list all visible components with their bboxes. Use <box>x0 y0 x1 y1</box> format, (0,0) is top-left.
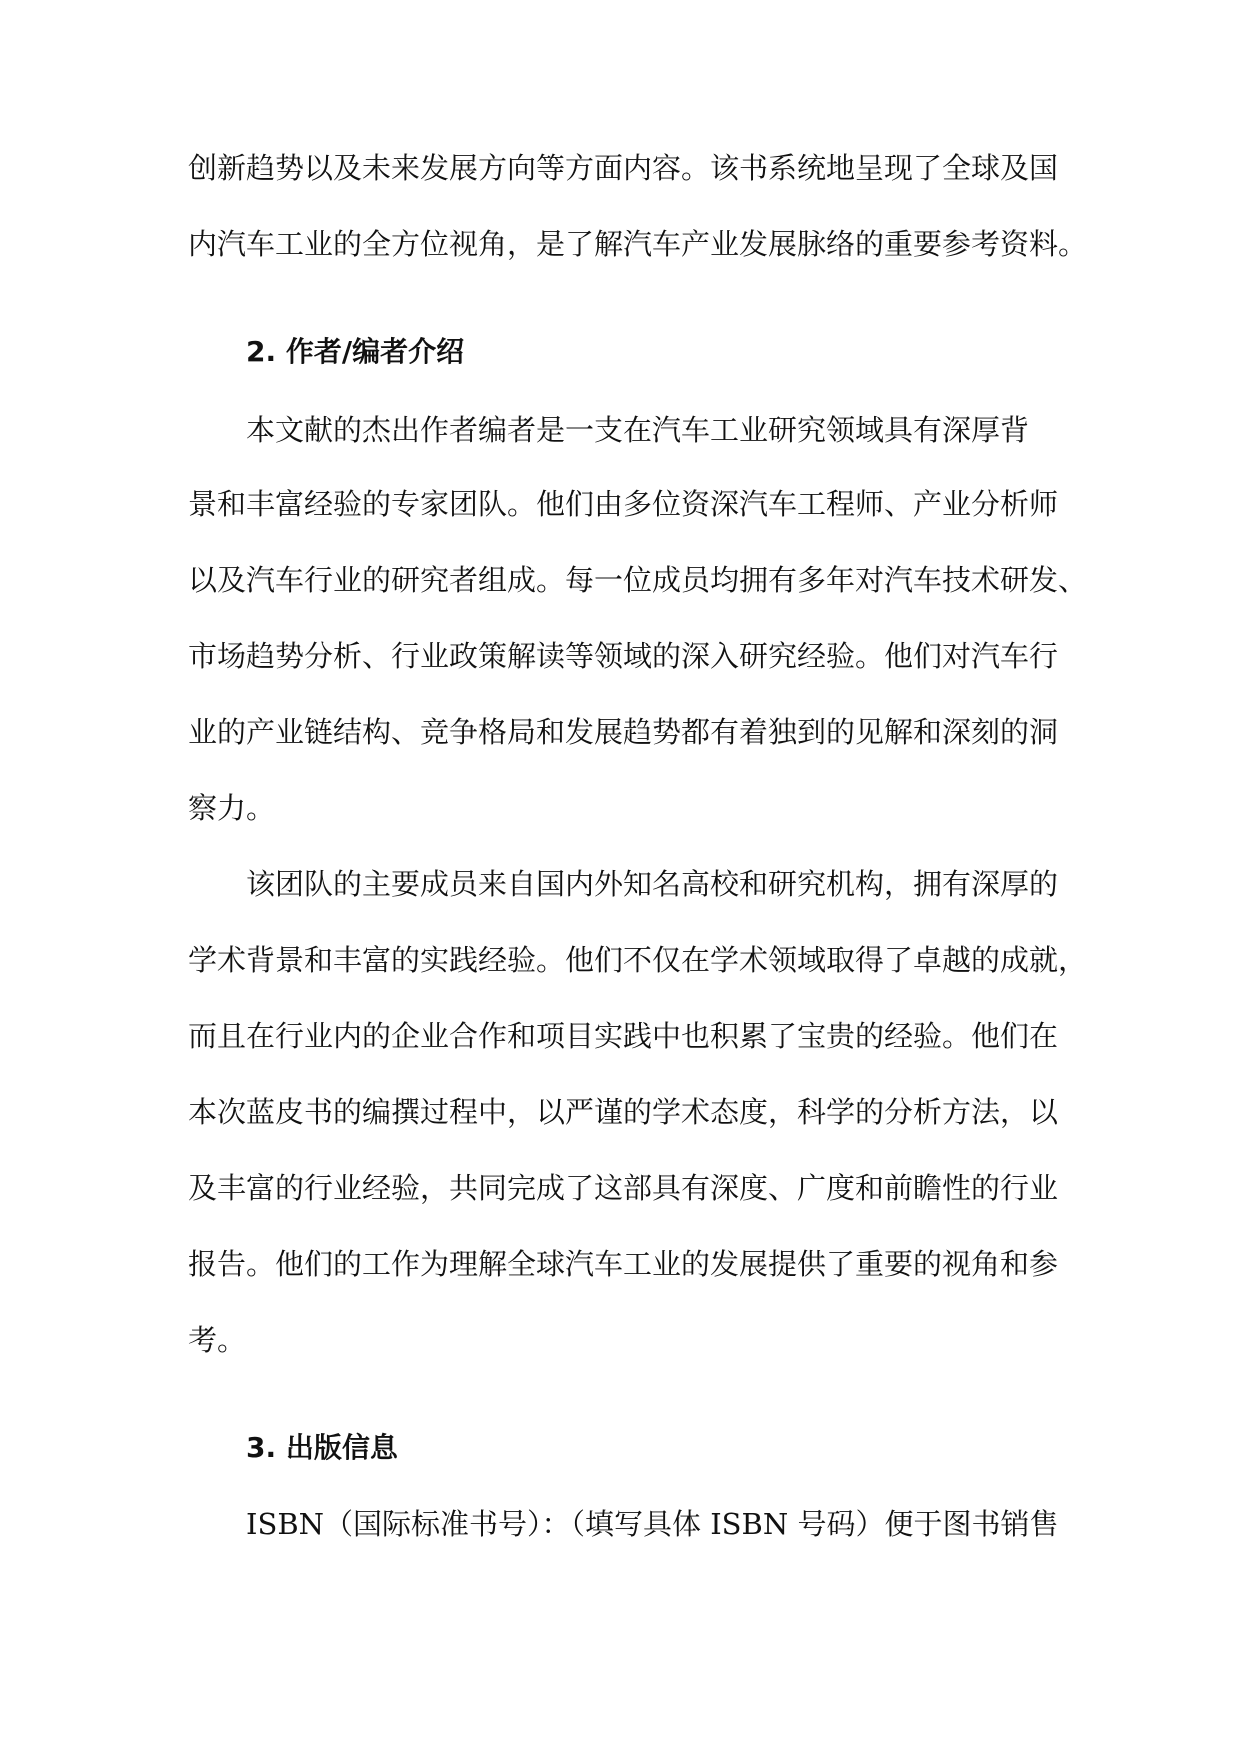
section2-p2-line-3: 而且在行业内的企业合作和项目实践中也积累了宝贵的经验。他们在 <box>188 1019 1059 1053</box>
section2-p2-line-5: 及丰富的行业经验，共同完成了这部具有深度、广度和前瞻性的行业 <box>188 1171 1059 1205</box>
section2-p1-line-5: 业的产业链结构、竞争格局和发展趋势都有着独到的见解和深刻的洞 <box>188 715 1059 749</box>
section2-p2-line-2: 学术背景和丰富的实践经验。他们不仅在学术领域取得了卓越的成就， <box>188 943 1088 977</box>
section2-p2-line-7: 考。 <box>188 1323 247 1357</box>
section2-heading: 2. 作者/编者介绍 <box>246 335 465 368</box>
section2-p2-line-6: 报告。他们的工作为理解全球汽车工业的发展提供了重要的视角和参 <box>188 1247 1059 1281</box>
section3-heading: 3. 出版信息 <box>246 1431 398 1464</box>
section1-line-1: 创新趋势以及未来发展方向等方面内容。该书系统地呈现了全球及国 <box>188 151 1059 185</box>
section3-line-1: ISBN（国际标准书号）：（填写具体 ISBN 号码）便于图书销售 <box>246 1507 1059 1541</box>
section1-line-2: 内汽车工业的全方位视角，是了解汽车产业发展脉络的重要参考资料。 <box>188 227 1088 261</box>
section2-p2-line-4: 本次蓝皮书的编撰过程中，以严谨的学术态度，科学的分析方法，以 <box>188 1095 1059 1129</box>
section2-p1-line-6: 察力。 <box>188 791 276 825</box>
section2-p1-line-2: 景和丰富经验的专家团队。他们由多位资深汽车工程师、产业分析师 <box>188 487 1059 521</box>
section2-p1-line-4: 市场趋势分析、行业政策解读等领域的深入研究经验。他们对汽车行 <box>188 639 1059 673</box>
section2-p1-line-3: 以及汽车行业的研究者组成。每一位成员均拥有多年对汽车技术研发、 <box>188 563 1088 597</box>
section2-p1-line-1: 本文献的杰出作者编者是一支在汽车工业研究领域具有深厚背 <box>246 413 1030 447</box>
section2-p2-line-1: 该团队的主要成员来自国内外知名高校和研究机构，拥有深厚的 <box>246 867 1059 901</box>
